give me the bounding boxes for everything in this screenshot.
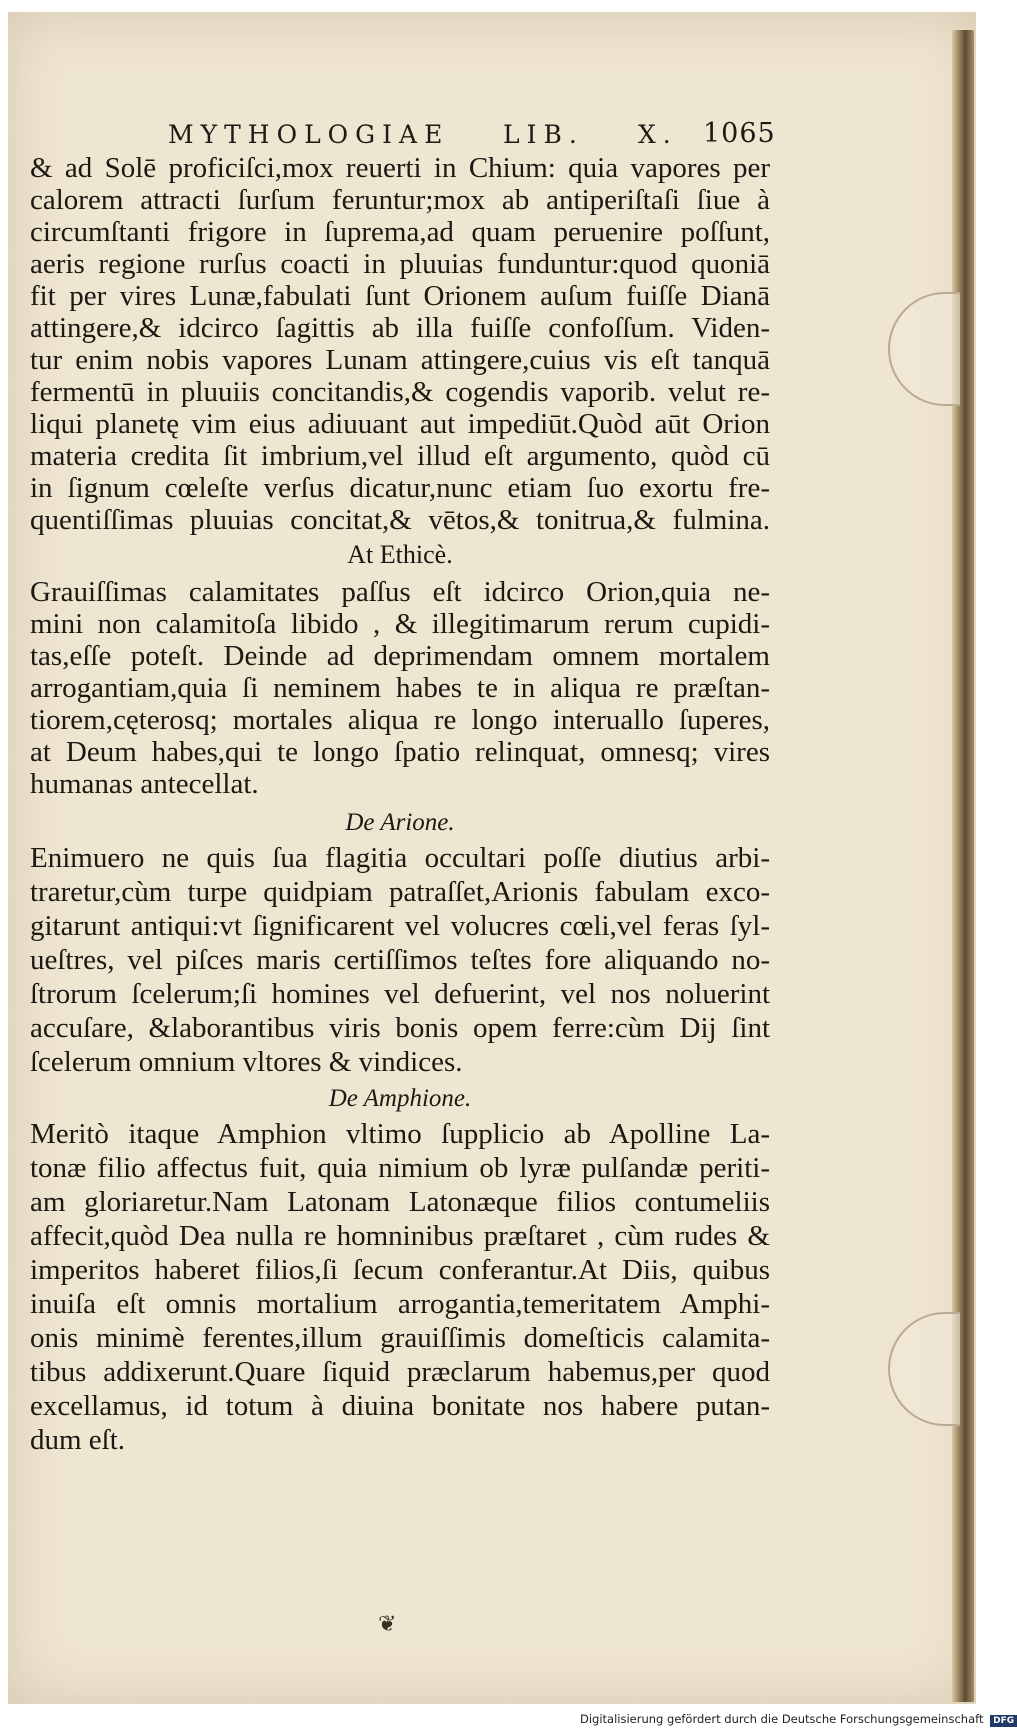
running-head-title: MYTHOLOGIAE — [168, 120, 450, 149]
text-line: in ſignum cœleſte verſus dicatur,nunc etiam ſuo exortu fre- — [30, 472, 770, 504]
text-line: calorem attracti ſurſum feruntur;mox ab antiperiſtaſi ſiue à — [30, 184, 770, 216]
section-heading-arione: De Arione. — [345, 809, 455, 836]
text-line: inuiſa eſt omnis mortalium arrogantia,temeritatem Amphi- — [30, 1288, 770, 1320]
text-line: materia credita ſit imbrium,vel illud eſt argumento, quòd cū — [30, 440, 770, 472]
text-line: at Deum habes,qui te longo ſpatio relinquat, omnesq; vires — [30, 736, 770, 768]
text-line: mini non calamitoſa libido , & illegitimarum rerum cupidi- — [30, 608, 770, 640]
text-line: aeris regione rurſus coacti in pluuias funduntur:quod quoniā — [30, 248, 770, 280]
text-line: tiorem,cęterosq; mortales aliqua re longo interuallo ſuperes, — [30, 704, 770, 736]
credit-text: Digitalisierung gefördert durch die Deutsche Forschungsgemeinschaft — [580, 1712, 984, 1726]
text-line: tur enim nobis vapores Lunam attingere,cuius vis eſt tanquā — [30, 344, 770, 376]
text-line: humanas antecellat. — [30, 768, 259, 800]
text-line: tas,eſſe poteſt. Deinde ad deprimendam omnem mortalem — [30, 640, 770, 672]
text-line: affecit,quòd Dea nulla re homninibus præſtaret , cùm rudes & — [30, 1220, 770, 1252]
dfg-logo: DFG — [990, 1715, 1017, 1727]
text-line: quentiſſimas pluuias concitat,& vētos,& tonitrua,& fulmina. — [30, 504, 770, 536]
page-number: 1065 — [703, 118, 776, 149]
text-line: fermentū in pluuiis concitandis,& cogendis vaporib. velut re- — [30, 376, 770, 408]
page-tab-lower — [888, 1312, 960, 1426]
text-line: arrogantiam,quia ſi neminem habes te in aliqua re præſtan- — [30, 672, 770, 704]
page-edge — [952, 30, 974, 1702]
text-line: onis minimè ferentes,illum grauiſſimis domeſticis calamita- — [30, 1322, 770, 1354]
text-line: Enimuero ne quis ſua flagitia occultari poſſe diutius arbi- — [30, 842, 770, 874]
digitization-credit — [580, 1712, 1015, 1732]
running-head — [158, 120, 798, 154]
text-line: tonæ filio affectus fuit, quia nimium ob lyræ pulſandæ periti- — [30, 1152, 770, 1184]
text-line: am gloriaretur.Nam Latonam Latonæque filios contumeliis — [30, 1186, 770, 1218]
running-head-book: LIB. — [503, 120, 584, 149]
text-line: Meritò itaque Amphion vltimo ſupplicio ab Apolline La- — [30, 1118, 770, 1150]
text-line: Grauiſſimas calamitates paſſus eſt idcirco Orion,quia ne- — [30, 576, 770, 608]
text-line: circumſtanti frigore in ſuprema,ad quam peruenire poſſunt, — [30, 216, 770, 248]
text-line: attingere,& idcirco ſagittis ab illa fuiſſe confoſſum. Viden- — [30, 312, 770, 344]
page-tab-upper — [888, 292, 960, 406]
text-line: excellamus, id totum à diuina bonitate nos habere putan- — [30, 1390, 770, 1422]
text-line: traretur,cùm turpe quidpiam patraſſet,Arionis fabulam exco- — [30, 876, 770, 908]
text-line: ſtrorum ſcelerum;ſi homines vel defuerint, vel nos noluerint — [30, 978, 770, 1010]
text-line: ſcelerum omnium vltores & vindices. — [30, 1046, 463, 1078]
text-line: ueſtres, vel piſces maris certiſſimos teſtes fore aliquando no- — [30, 944, 770, 976]
text-line: dum eſt. — [30, 1424, 126, 1456]
text-line: accuſare, &laborantibus viris bonis opem ferre:cùm Dij ſint — [30, 1012, 770, 1044]
section-heading-amphione: De Amphione. — [328, 1085, 472, 1112]
text-line: fit per vires Lunæ,fabulati ſunt Orionem auſum fuiſſe Dianā — [30, 280, 770, 312]
book-page — [8, 12, 976, 1704]
text-line: gitarunt antiqui:vt ſignificarent vel volucres cœli,vel feras ſyl- — [30, 910, 770, 942]
fleuron-icon: ❦ — [378, 1612, 397, 1637]
running-head-chapter: X. — [638, 120, 678, 149]
text-line: imperitos haberet filios,ſi ſecum conferantur.At Diis, quibus — [30, 1254, 770, 1286]
text-line: tibus addixerunt.Quare ſiquid præclarum habemus,per quod — [30, 1356, 770, 1388]
text-line: & ad Solē proficiſci,mox reuerti in Chium: quia vapores per — [30, 152, 770, 184]
section-heading-ethice: At Ethicè. — [347, 540, 453, 569]
text-line: liqui planetę vim eius adiuuant aut impediūt.Quòd aūt Orion — [30, 408, 770, 440]
